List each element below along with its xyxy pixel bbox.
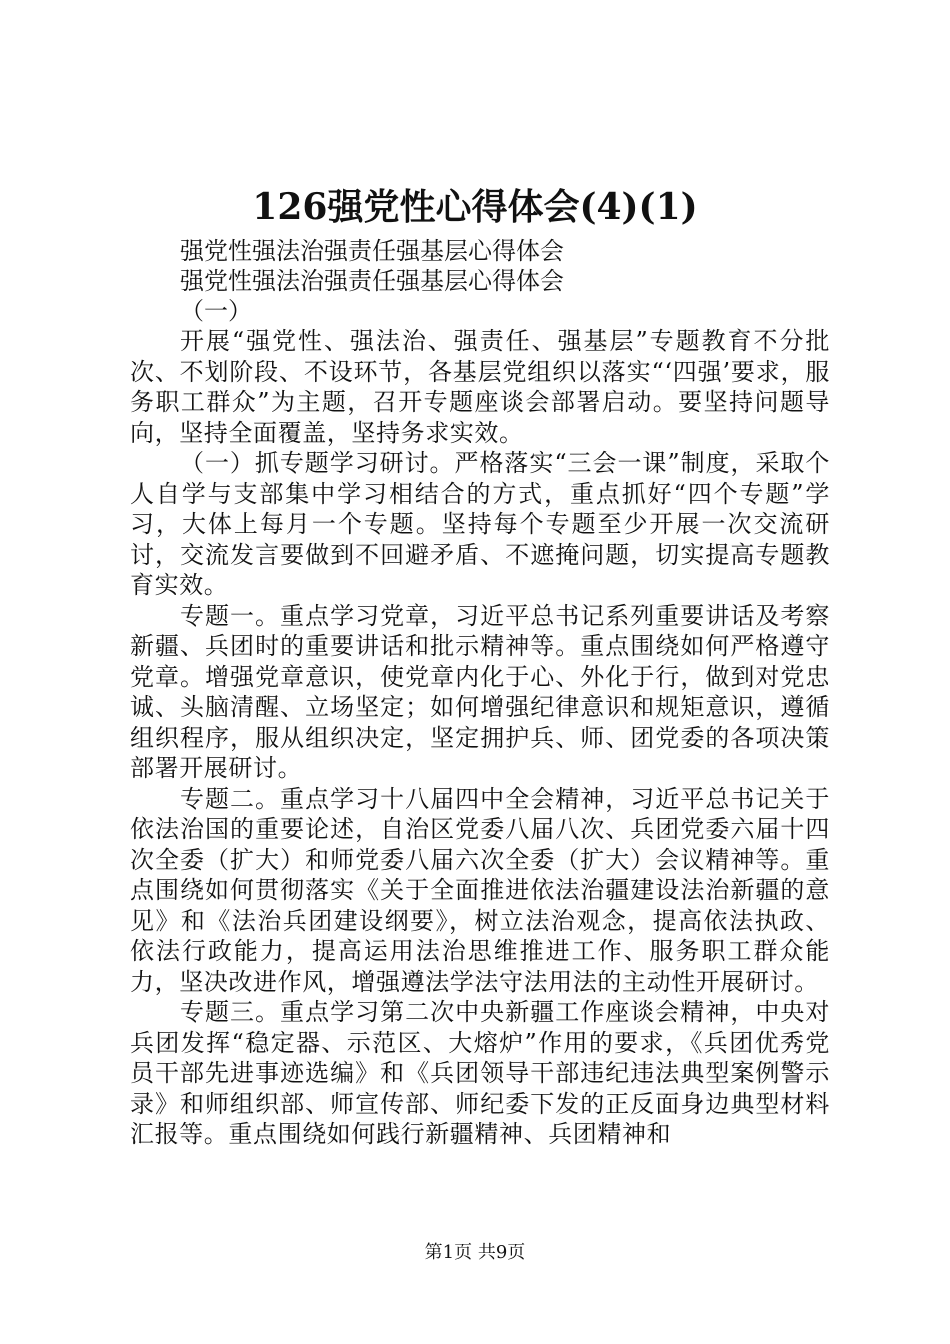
document-body <box>130 326 830 1150</box>
subtitle-line-1: 强党性强法治强责任强基层心得体会 <box>180 237 564 265</box>
paragraph: （一）抓专题学习研讨。严格落实“三会一课”制度，采取个人自学与支部集中学习相结合的方式，重点抓好“四个专题”学习，大体上每月一个专题。坚持每个专题至少开展一次交流研讨，交流发言要做到不回避矛盾、不遮掩问题，切实提高专题教育实效。 <box>130 449 830 599</box>
section-mark: （一） <box>180 297 252 325</box>
subtitle-line-2: 强党性强法治强责任强基层心得体会 <box>180 267 564 295</box>
paragraph: 开展“强党性、强法治、强责任、强基层”专题教育不分批次、不划阶段、不设环节，各基层党组织以落实“‘四强’要求，服务职工群众”为主题，召开专题座谈会部署启动。要坚持问题导向，坚持全面覆盖，坚持务求实效。 <box>130 327 830 447</box>
page-footer: 第1页 共9页 <box>424 1242 526 1263</box>
paragraph: 专题二。重点学习十八届四中全会精神，习近平总书记关于依法治国的重要论述，自治区党委八届八次、兵团党委六届十四次全委（扩大）和师党委八届六次全委（扩大）会议精神等。重点围绕如何贯彻落实《关于全面推进依法治疆建设法治新疆的意见》和《法治兵团建设纲要》，树立法治观念，提高依法执政、依法行政能力，提高运用法治思维推进工作、服务职工群众能力，坚决改进作风，增强遵法学法守法用法的主动性开展研讨。 <box>130 784 830 996</box>
paragraph: 专题三。重点学习第二次中央新疆工作座谈会精神，中央对兵团发挥“稳定器、示范区、大熔炉”作用的要求，《兵团优秀党员干部先进事迹选编》和《兵团领导干部违纪违法典型案例警示录》和师组织部、师宣传部、师纪委下发的正反面身边典型材料汇报等。重点围绕如何践行新疆精神、兵团精神和 <box>130 998 830 1148</box>
document-title: 126强党性心得体会(4)(1) <box>252 186 698 228</box>
paragraph: 专题一。重点学习党章，习近平总书记系列重要讲话及考察新疆、兵团时的重要讲话和批示精神等。重点围绕如何严格遵守党章。增强党章意识，使党章内化于心、外化于行，做到对党忠诚、头脑清醒、立场坚定；如何增强纪律意识和规矩意识，遵循组织程序，服从组织决定，坚定拥护兵、师、团党委的各项决策部署开展研讨。 <box>130 601 830 782</box>
